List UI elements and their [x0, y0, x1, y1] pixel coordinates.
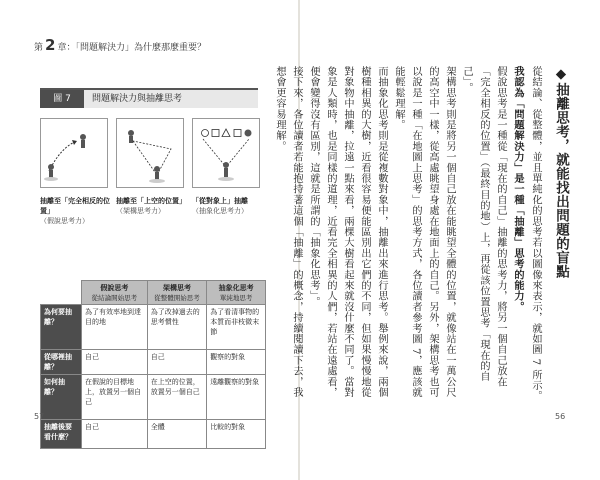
- caption-subtitle: （架構思考力）: [116, 207, 165, 215]
- overhead-view-illustration: [117, 119, 183, 187]
- objects-illustration: [193, 119, 259, 187]
- page-number-right: 56: [555, 412, 566, 421]
- table-cell: 全體: [147, 420, 206, 449]
- caption-title: 抽離至「上空的位置」: [116, 197, 186, 205]
- table-cell: 觀察的對象: [207, 350, 266, 375]
- table-row: [41, 305, 266, 350]
- table-cell: 遠離觀察的對象: [207, 375, 266, 420]
- person-arrow-illustration: [41, 119, 107, 187]
- paragraph: 假說思考是一種從「現在的自己」抽離的思考力，將另一個自己放在「完全相反的位置」（最終目的地）上，再從該位置思考「現在的自己」。: [461, 66, 506, 387]
- caption-subtitle: （假說思考力）: [40, 217, 89, 225]
- table-header: 假說思考 從結論開始思考: [82, 281, 148, 305]
- caption-title: 「從對象上」抽離: [192, 197, 248, 205]
- caption-away-from-object: [192, 196, 266, 216]
- table-cell: 在假說的目標地上，放置另一個自己: [82, 375, 148, 420]
- paragraph: 我認為「問題解決力」是一種「抽離」思考的能力。: [512, 66, 524, 313]
- table-cell: 自己: [147, 350, 206, 375]
- row-label: 從哪裡抽離？: [41, 350, 82, 375]
- table-header-row: [41, 281, 266, 305]
- table-cell: 自己: [82, 350, 148, 375]
- figure-number: 圖 7: [40, 90, 84, 108]
- figure-panels: [40, 118, 258, 188]
- table-cell: 自己: [82, 420, 148, 449]
- caption-subtitle: （抽象化思考力）: [192, 207, 248, 215]
- paragraph: 而抽象化思考則是從複數對象中，抽離出來進行思考。舉例來說，兩個樹種相異的大樹，近看很容易便能區別出它們的不同，但如果慢慢地從對象物中抽離，拉遠一點來看，兩棵大樹看起來就沒什麼不同了。當對象是人類時，也是同樣的道理，近看完全相異的人們，若站在遠處看，便會變得沒有區別，這就是所謂的「抽象化思考」。: [308, 66, 387, 398]
- table-cell: 為了改掉過去的思考慣性: [147, 305, 206, 350]
- table-header: 抽象化思考 單純地思考: [207, 281, 266, 305]
- left-page: [0, 0, 298, 480]
- panel-opposite-position: [40, 118, 108, 188]
- running-header: [34, 36, 206, 54]
- caption-title: 抽離至「完全相反的位置」: [40, 197, 110, 215]
- comparison-table: [40, 280, 266, 449]
- running-header-prefix: 第: [34, 43, 44, 53]
- table-header: 架構思考 從整體開始思考: [147, 281, 206, 305]
- running-header-title: 章：「問題解決力」為什麼那麼重要？: [57, 43, 206, 53]
- table-cell: 在上空的位置，放置另一個自己: [147, 375, 206, 420]
- page-number-left: 57: [34, 412, 45, 421]
- panel-away-from-object: [192, 118, 260, 188]
- table-cell: 為了有效率地到達目的地: [82, 305, 148, 350]
- paragraph: 架構思考則是將另一個自己放在能眺望全體的位置，就像站在一萬公尺的高空中一樣，從高處眺望身處在地面上的自己。另外，架構思考也可以說是一種「在地圖上思考」的思考方式，各位讀者參考圖 7，應該就能輕鬆理解。: [393, 66, 455, 398]
- panel-overhead-position: [116, 118, 184, 188]
- section-heading: ◆抽離思考，就能找出問題的盲點: [553, 66, 569, 279]
- row-label: 如何抽離？: [41, 375, 82, 420]
- row-label: 抽離後要看什麼？: [41, 420, 82, 449]
- caption-opposite-position: [40, 196, 114, 226]
- paragraph: 接下來，各位讀者若能抱持著這個「抽離」的概念，持續閱讀下去，我想會更容易理解。: [274, 66, 302, 398]
- right-page: [274, 0, 600, 480]
- row-label: 為何要抽離？: [41, 305, 82, 350]
- figure-banner: [40, 88, 258, 108]
- chapter-number: 2: [45, 36, 56, 54]
- table-cell: 為了看清事物的本質而非枝微末節: [207, 305, 266, 350]
- paragraph: 從結論、從整體，並且單純化的思考若以圖像來表示，就如圖 7 所示。: [530, 66, 541, 402]
- table-row: [41, 420, 266, 449]
- caption-overhead-position: [116, 196, 190, 216]
- table-cell: 比較的對象: [207, 420, 266, 449]
- table-row: [41, 375, 266, 420]
- body-text: [271, 66, 572, 404]
- figure-title: 問題解決力與抽離思考: [92, 94, 183, 104]
- table-row: [41, 350, 266, 375]
- table-corner: [41, 281, 82, 305]
